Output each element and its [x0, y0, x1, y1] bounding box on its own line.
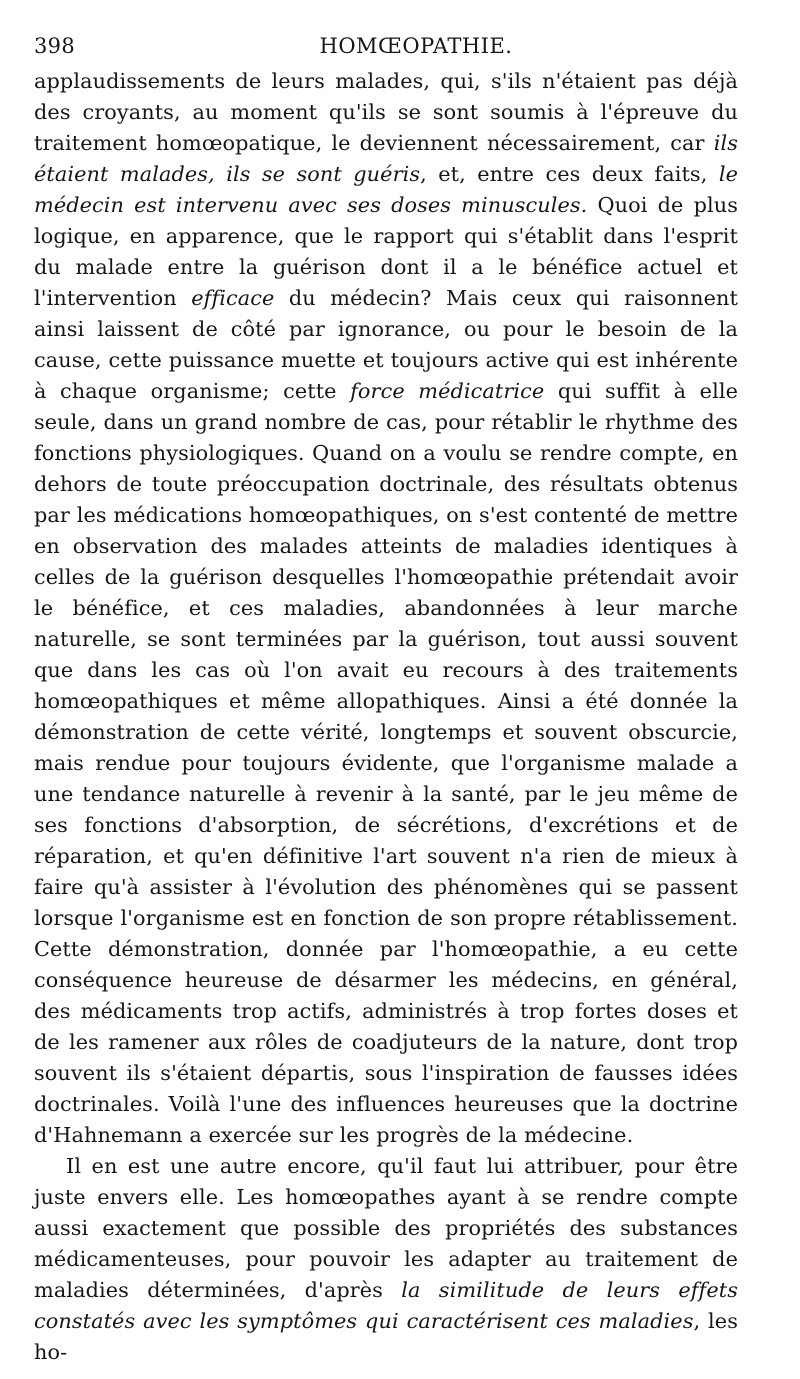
page-header: [34, 26, 738, 66]
p1-text-1: applaudissements de leurs malades, qui, s'ils n'étaient pas déjà des croyants, au moment qu'ils se sont soumis à l'épreuve du traitement homœopatique, le deviennent nécessairement, car: [34, 69, 738, 155]
paragraph-2: [34, 1151, 738, 1368]
p1-italic-2: le médecin est intervenu avec ses doses minuscules.: [34, 162, 738, 217]
p1-italic-3: efficace: [191, 286, 275, 310]
p2-italic-1: la similitude de leurs effets constatés avec les symptômes qui caractérisent ces maladies: [34, 1278, 738, 1333]
p1-italic-1: ils étaient malades, ils se sont guéris: [34, 131, 738, 186]
body-text: [34, 66, 738, 1368]
p2-text-1: Il en est une autre encore, qu'il faut lui attribuer, pour être juste envers elle. Les homœopathes ayant à se rendre compte aussi exactement que possible des propriétés des substances médicamenteuses, pour pouvoir les adapter au traitement de maladies déterminées, d'après: [34, 1154, 738, 1302]
p2-text-2: , les ho-: [34, 1309, 738, 1364]
p1-text-5: qui suffit à elle seule, dans un grand nombre de cas, pour rétablir le rhythme des fonctions physiologiques. Quand on a voulu se rendre compte, en dehors de toute préoccupation doctrinale, des résultats obtenus par les médications homœopathiques, on s'est contenté de mettre en observation des malades atteints de maladies identiques à celles de la guérison desquelles l'homœopathie prétendait avoir le bénéfice, et ces maladies, abandonnées à leur marche naturelle, se sont terminées par la guérison, tout aussi souvent que dans les cas où l'on avait eu recours à des traitements homœopathiques et même allopathiques. Ainsi a été donnée la démonstration de cette vérité, longtemps et souvent obscurcie, mais rendue pour toujours évidente, que l'organisme malade a une tendance naturelle à revenir à la santé, par le jeu même de ses fonctions d'absorption, de sécrétions, d'excrétions et de réparation, et qu'en définitive l'art souvent n'a rien de mieux à faire qu'à assister à l'évolution des phénomènes qui se passent lorsque l'organisme est en fonction de son propre rétablissement. Cette démonstration, donnée par l'homœopathie, a eu cette conséquence heureuse de désarmer les médecins, en général, des médicaments trop actifs, administrés à trop fortes doses et de les ramener aux rôles de coadjuteurs de la nature, dont trop souvent ils s'étaient départis, sous l'inspiration de fausses idées doctrinales. Voilà l'une des influences heureuses que la doctrine d'Hahnemann a exercée sur les progrès de la médecine.: [34, 379, 738, 1147]
page-number: 398: [34, 34, 75, 58]
p1-text-4: du médecin? Mais ceux qui raisonnent ainsi laissent de côté par ignorance, ou pour le besoin de la cause, cette puissance muette et toujours active qui est inhérente à chaque organisme; cette: [34, 286, 738, 403]
paragraph-1: [34, 66, 738, 1151]
p1-text-3: Quoi de plus logique, en apparence, que le rapport qui s'établit dans l'esprit du malade entre la guérison dont il a le bénéfice actuel et l'intervention: [34, 193, 739, 310]
p1-text-2: , et, entre ces deux faits,: [420, 162, 719, 186]
p1-italic-4: force médicatrice: [350, 379, 545, 403]
running-title: HOMŒOPATHIE.: [319, 34, 513, 58]
